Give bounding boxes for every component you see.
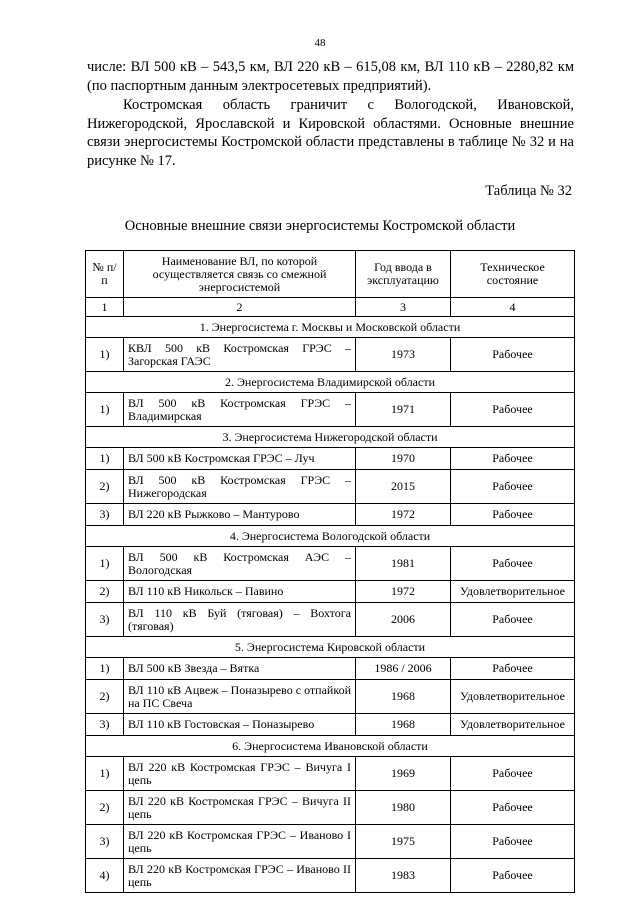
line-name: ВЛ 110 кВ Никольск – Павино (124, 581, 356, 603)
technical-state: Удовлетворительное (451, 714, 575, 736)
row-number: 2) (86, 581, 124, 603)
paragraph-2: Костромская область граничит с Вологодской, Ивановской, Нижегородской, Ярославской и Кировской областями. Основные внешние связи энергосистемы Костромской области представлены в таблице № 32 и на рисунке № 17. (87, 97, 574, 169)
commission-year: 1973 (356, 338, 451, 372)
header-line-name: Наименование ВЛ, по которой осуществляется связь со смежной энергосистемой (124, 251, 356, 298)
section-title: 6. Энергосистема Ивановской области (86, 736, 575, 757)
technical-state: Рабочее (451, 757, 575, 791)
commission-year: 1970 (356, 448, 451, 470)
line-name: ВЛ 220 кВ Костромская ГРЭС – Вичуга II цепь (124, 791, 356, 825)
header-number: № п/п (86, 251, 124, 298)
commission-year: 1980 (356, 791, 451, 825)
section-row (86, 427, 575, 448)
commission-year: 1968 (356, 680, 451, 714)
table-row (86, 603, 575, 637)
row-number: 2) (86, 680, 124, 714)
table-row (86, 658, 575, 680)
table-row (86, 448, 575, 470)
technical-state: Рабочее (451, 603, 575, 637)
commission-year: 1968 (356, 714, 451, 736)
row-number: 1) (86, 448, 124, 470)
section-row (86, 736, 575, 757)
commission-year: 1971 (356, 393, 451, 427)
commission-year: 2006 (356, 603, 451, 637)
commission-year: 1981 (356, 547, 451, 581)
row-number: 4) (86, 859, 124, 893)
line-name: ВЛ 110 кВ Ацвеж – Поназырево с отпайкой на ПС Свеча (124, 680, 356, 714)
table-row (86, 859, 575, 893)
commission-year: 1975 (356, 825, 451, 859)
row-number: 1) (86, 658, 124, 680)
row-number: 1) (86, 757, 124, 791)
row-number: 1) (86, 547, 124, 581)
line-name: ВЛ 500 кВ Костромская ГРЭС – Владимирская (124, 393, 356, 427)
technical-state: Рабочее (451, 859, 575, 893)
table-row (86, 825, 575, 859)
row-number: 3) (86, 603, 124, 637)
section-row (86, 372, 575, 393)
technical-state: Рабочее (451, 504, 575, 526)
column-number-1: 1 (86, 298, 124, 317)
table-label: Таблица № 32 (485, 183, 572, 199)
commission-year: 1972 (356, 504, 451, 526)
column-number-3: 3 (356, 298, 451, 317)
row-number: 3) (86, 825, 124, 859)
line-name: ВЛ 220 кВ Рыжково – Мантурово (124, 504, 356, 526)
page-number: 48 (314, 37, 326, 49)
table-title: Основные внешние связи энергосистемы Костромской области (124, 218, 516, 234)
commission-year: 1972 (356, 581, 451, 603)
section-title: 3. Энергосистема Нижегородской области (86, 427, 575, 448)
table-row (86, 680, 575, 714)
section-row (86, 317, 575, 338)
table-row (86, 757, 575, 791)
technical-state: Рабочее (451, 470, 575, 504)
commission-year: 2015 (356, 470, 451, 504)
table-row (86, 791, 575, 825)
section-row (86, 637, 575, 658)
line-name: ВЛ 220 кВ Костромская ГРЭС – Иваново I цепь (124, 825, 356, 859)
table-header-row (86, 251, 575, 298)
row-number: 3) (86, 504, 124, 526)
line-name: ВЛ 500 кВ Костромская ГРЭС – Луч (124, 448, 356, 470)
line-name: ВЛ 110 кВ Гостовская – Поназырево (124, 714, 356, 736)
technical-state: Рабочее (451, 338, 575, 372)
technical-state: Рабочее (451, 448, 575, 470)
line-name: ВЛ 220 кВ Костромская ГРЭС – Вичуга I цепь (124, 757, 356, 791)
table-row (86, 393, 575, 427)
row-number: 1) (86, 393, 124, 427)
paragraph-1: числе: ВЛ 500 кВ – 543,5 км, ВЛ 220 кВ – 615,08 км, ВЛ 110 кВ – 2280,82 км (по паспортным данным электросетевых предприятий). (87, 59, 574, 94)
row-number: 2) (86, 791, 124, 825)
line-name: ВЛ 500 кВ Костромская ГРЭС – Нижегородская (124, 470, 356, 504)
technical-state: Удовлетворительное (451, 581, 575, 603)
technical-state: Рабочее (451, 825, 575, 859)
technical-state: Рабочее (451, 393, 575, 427)
section-title: 4. Энергосистема Вологодской области (86, 526, 575, 547)
table-row (86, 547, 575, 581)
row-number: 3) (86, 714, 124, 736)
line-name: ВЛ 110 кВ Буй (тяговая) – Вохтога (тяговая) (124, 603, 356, 637)
technical-state: Рабочее (451, 791, 575, 825)
line-name: ВЛ 500 кВ Костромская АЭС – Вологодская (124, 547, 356, 581)
external-links-table (85, 250, 575, 893)
section-row (86, 526, 575, 547)
header-year: Год ввода в эксплуатацию (356, 251, 451, 298)
commission-year: 1986 / 2006 (356, 658, 451, 680)
line-name: ВЛ 500 кВ Звезда – Вятка (124, 658, 356, 680)
table-row (86, 714, 575, 736)
commission-year: 1983 (356, 859, 451, 893)
technical-state: Рабочее (451, 547, 575, 581)
header-state: Техническое состояние (451, 251, 575, 298)
section-title: 1. Энергосистема г. Москвы и Московской области (86, 317, 575, 338)
column-number-2: 2 (124, 298, 356, 317)
line-name: ВЛ 220 кВ Костромская ГРЭС – Иваново II цепь (124, 859, 356, 893)
row-number: 2) (86, 470, 124, 504)
table-row (86, 470, 575, 504)
table-row (86, 338, 575, 372)
section-title: 2. Энергосистема Владимирской области (86, 372, 575, 393)
column-number-row (86, 298, 575, 317)
section-title: 5. Энергосистема Кировской области (86, 637, 575, 658)
column-number-4: 4 (451, 298, 575, 317)
row-number: 1) (86, 338, 124, 372)
line-name: КВЛ 500 кВ Костромская ГРЭС – Загорская ГАЭС (124, 338, 356, 372)
table-row (86, 581, 575, 603)
table-row (86, 504, 575, 526)
technical-state: Рабочее (451, 658, 575, 680)
commission-year: 1969 (356, 757, 451, 791)
technical-state: Удовлетворительное (451, 680, 575, 714)
